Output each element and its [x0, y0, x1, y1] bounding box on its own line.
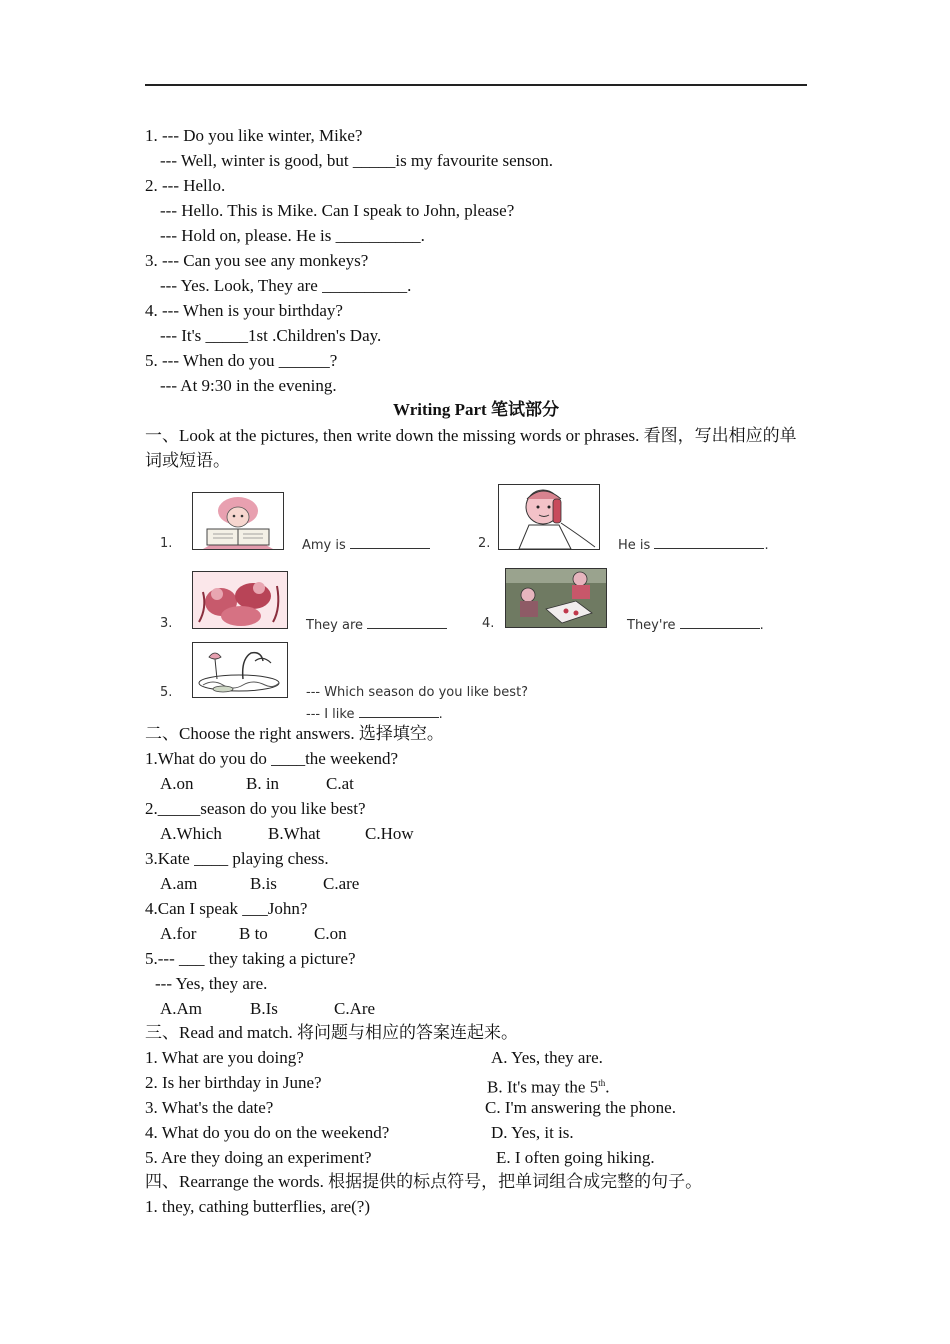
choice-question: 4.Can I speak ___John?: [145, 899, 308, 918]
choice-options: [160, 999, 375, 1019]
option[interactable]: C.on: [314, 924, 347, 943]
picture-question: --- Which season do you like best?: [306, 685, 529, 700]
choice-question: 5.--- ___ they taking a picture?: [145, 949, 356, 968]
option[interactable]: B to: [239, 924, 268, 943]
choice-options: [160, 924, 347, 944]
choice-options: [160, 774, 354, 794]
listening-line: 1. --- Do you like winter, Mike?: [145, 126, 363, 145]
option[interactable]: C.at: [326, 774, 354, 793]
picture-number: 1.: [160, 536, 173, 551]
option[interactable]: A.Am: [160, 999, 203, 1018]
option[interactable]: B. in: [246, 774, 280, 793]
listening-line: 3. --- Can you see any monkeys?: [145, 251, 369, 270]
match-question: 3. What's the date?: [145, 1098, 274, 1117]
choice-question: 3.Kate ____ playing chess.: [145, 849, 329, 868]
match-answer: D. Yes, it is.: [491, 1123, 574, 1142]
picture-number: 4.: [482, 616, 495, 631]
picture-answer: --- I like .: [306, 707, 443, 722]
option[interactable]: C.are: [323, 874, 360, 893]
choice-question: 2._____season do you like best?: [145, 799, 366, 818]
section4-heading: 四、Rearrange the words. 根据提供的标点符号，把单词组合成完整的句子。: [145, 1172, 703, 1191]
match-answer: E. I often going hiking.: [496, 1148, 655, 1167]
match-answer: A. Yes, they are.: [491, 1048, 603, 1067]
option[interactable]: A.Which: [160, 824, 222, 843]
listening-line: --- It's _____1st .Children's Day.: [160, 326, 382, 345]
picture-label: Amy is: [302, 536, 430, 553]
listening-line: --- Well, winter is good, but _____is my favourite senson.: [160, 151, 554, 170]
section1-heading: 一、Look at the pictures, then write down the missing words or phrases. 看图，写出相应的单词或短语。: [145, 426, 797, 470]
match-question: 2. Is her birthday in June?: [145, 1073, 322, 1092]
match-question: 5. Are they doing an experiment?: [145, 1148, 372, 1167]
listening-line: 4. --- When is your birthday?: [145, 301, 343, 320]
option[interactable]: C.How: [365, 824, 414, 843]
option[interactable]: A.am: [160, 874, 198, 893]
picture-number: 3.: [160, 616, 173, 631]
option[interactable]: A.for: [160, 924, 197, 943]
picture-label: He is .: [618, 538, 769, 553]
picture-number: 5.: [160, 685, 173, 700]
flower-pond-icon: [192, 642, 288, 698]
listening-line: 5. --- When do you ______?: [145, 351, 338, 370]
section2-heading: 二、Choose the right answers. 选择填空。: [145, 724, 444, 743]
option[interactable]: C.Are: [334, 999, 376, 1018]
choice-options: [160, 874, 359, 894]
option[interactable]: B.What: [268, 824, 321, 843]
picture-label: They're .: [627, 618, 764, 633]
choice-question: --- Yes, they are.: [155, 974, 268, 993]
option[interactable]: B.Is: [250, 999, 278, 1018]
listening-line: --- At 9:30 in the evening.: [160, 376, 337, 395]
boy-phone-icon: [498, 484, 600, 550]
picnic-icon: [505, 568, 607, 628]
monkeys-icon: [192, 571, 288, 629]
listening-line: --- Hello. This is Mike. Can I speak to John, please?: [160, 201, 515, 220]
picture-number: 2.: [478, 536, 491, 551]
match-question: 1. What are you doing?: [145, 1048, 304, 1067]
option[interactable]: A.on: [160, 774, 194, 793]
match-answer: B. It's may the 5th.: [487, 1077, 610, 1097]
match-question: 4. What do you do on the weekend?: [145, 1123, 390, 1142]
listening-line: 2. --- Hello.: [145, 176, 226, 195]
listening-line: --- Hold on, please. He is __________.: [160, 226, 425, 245]
section3-heading: 三、Read and match. 将问题与相应的答案连起来。: [145, 1023, 519, 1042]
option[interactable]: B.is: [250, 874, 277, 893]
girl-reading-icon: [192, 492, 284, 550]
match-answer: C. I'm answering the phone.: [485, 1098, 676, 1117]
choice-options: [160, 824, 414, 844]
choice-question: 1.What do you do ____the weekend?: [145, 749, 399, 768]
listening-line: --- Yes. Look, They are __________.: [160, 276, 412, 295]
header-rule: [145, 84, 807, 86]
rearrange-item: 1. they, cathing butterflies, are(?): [145, 1197, 370, 1216]
writing-part-title: Writing Part 笔试部分: [393, 400, 559, 419]
picture-label: They are: [306, 616, 447, 633]
